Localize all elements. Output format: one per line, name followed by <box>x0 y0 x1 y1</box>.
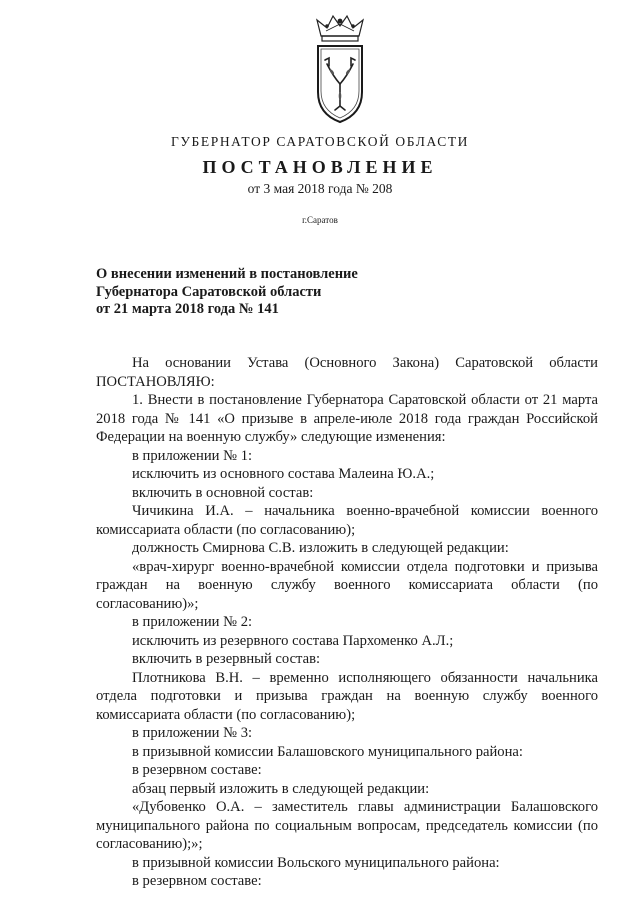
title-line: О внесении изменений в постановление <box>96 266 358 282</box>
body-paragraph: должность Смирнова С.В. изложить в следующей редакции: <box>132 540 509 556</box>
body-paragraph: абзац первый изложить в следующей редакции: <box>132 780 430 797</box>
body-paragraph: в приложении № 3: <box>132 725 253 741</box>
body-paragraph: Чичикина И.А. – начальника военно-врачебной комиссии военного комиссариата области (по согласованию); <box>96 503 598 538</box>
body-paragraph: На основании Устава (Основного Закона) Саратовской области ПОСТАНОВЛЯЮ: <box>96 355 598 390</box>
body-paragraph: исключить из основного состава Малеина Ю.А.; <box>132 466 435 482</box>
issuing-authority: ГУБЕРНАТОР САРАТОВСКОЙ ОБЛАСТИ <box>170 134 470 149</box>
document-type: ПОСТАНОВЛЕНИЕ <box>202 157 438 177</box>
body-paragraph: «Дубовенко О.А. – заместитель главы администрации Балашовского муниципального района по социальным вопросам, председатель комиссии (по согласованию);»; <box>96 799 598 852</box>
body-paragraph: включить в основной состав: <box>132 484 314 501</box>
body-paragraph: включить в резервный состав: <box>132 651 321 667</box>
body-paragraph: в призывной комиссии Вольского муниципального района: <box>132 854 500 871</box>
body-paragraph: в приложении № 1: <box>132 447 253 464</box>
title-line: от 21 марта 2018 года № 141 <box>96 301 279 317</box>
body-paragraph: в приложении № 2: <box>132 614 253 630</box>
document-date-number: от 3 мая 2018 года № 208 <box>247 181 393 196</box>
body-paragraph: Плотникова В.Н. – временно исполняющего обязанности начальника отдела подготовки и призыва граждан на военную службу военного комиссариата области (по согласованию); <box>96 669 598 723</box>
document-place: г.Саратов <box>302 215 338 225</box>
document-body <box>96 354 598 891</box>
document-title <box>96 266 456 319</box>
body-paragraph: в резервном составе: <box>132 873 262 889</box>
body-paragraph: в призывной комиссии Балашовского муниципального района: <box>132 743 523 760</box>
saratov-coat-of-arms-emblem <box>313 14 367 126</box>
body-paragraph: 1. Внести в постановление Губернатора Саратовской области от 21 марта 2018 года № 141 «О призыве в апреле-июле 2018 года граждан Российской Федерации на военную службу» следующие изменения: <box>96 392 598 445</box>
body-paragraph: исключить из резервного состава Пархоменко А.Л.; <box>132 632 454 649</box>
body-paragraph: «врач-хирург военно-врачебной комиссии отдела подготовки и призыва граждан на военную службу военного комиссариата области (по согласованию)»; <box>96 558 598 612</box>
body-paragraph: в резервном составе: <box>132 762 262 778</box>
title-line: Губернатора Саратовской области <box>96 283 322 300</box>
